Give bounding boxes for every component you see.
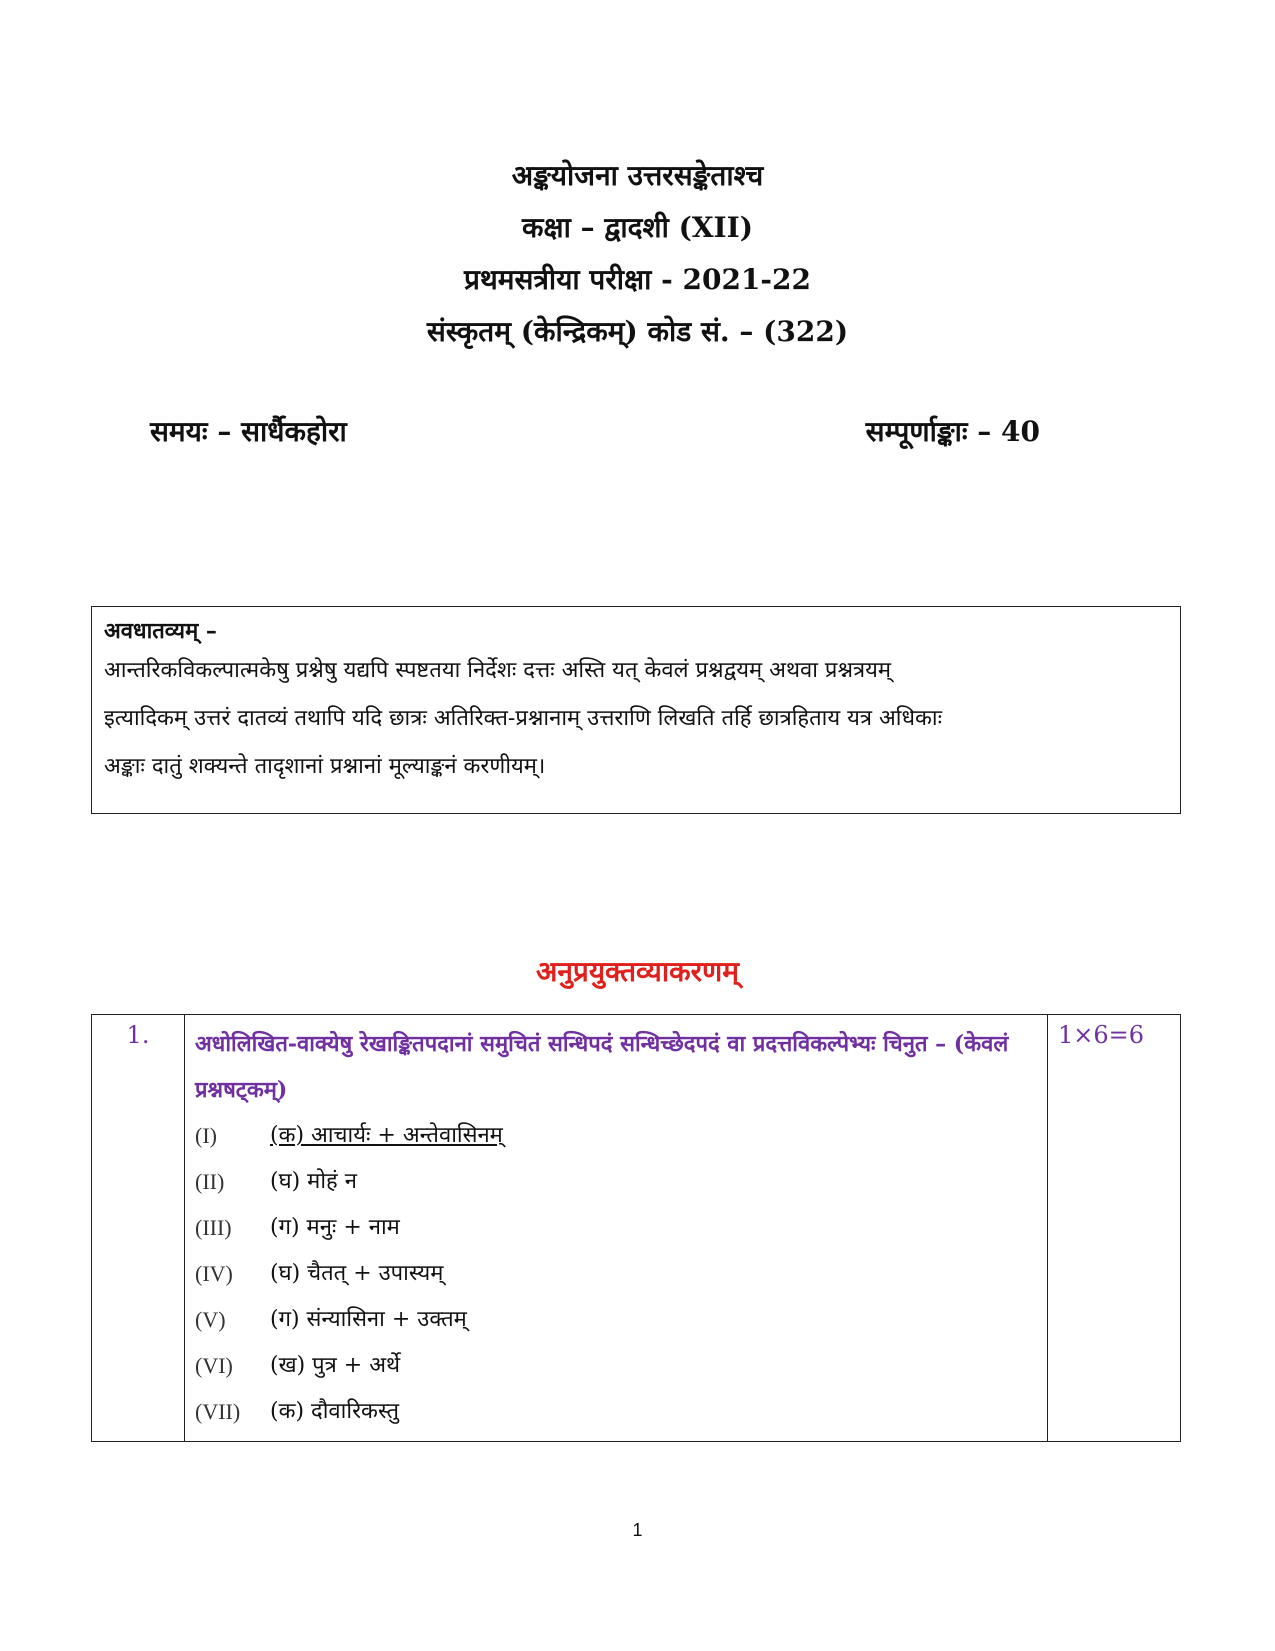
answer-roman: (III) bbox=[195, 1215, 232, 1240]
answer-item bbox=[195, 1159, 1037, 1205]
document-header bbox=[0, 150, 1275, 358]
answer-text: (ख) पुत्र + अर्थे bbox=[270, 1353, 401, 1378]
question-row bbox=[92, 1015, 1181, 1442]
answer-roman: (V) bbox=[195, 1307, 226, 1332]
answer-item bbox=[195, 1205, 1037, 1251]
answer-item bbox=[195, 1389, 1037, 1435]
question-table bbox=[91, 1014, 1181, 1442]
answer-text: (घ) मोहं न bbox=[270, 1169, 357, 1194]
note-line: आन्तरिकविकल्पात्मकेषु प्रश्नेषु यद्यपि स्पष्टतया निर्देशः दत्तः अस्ति यत् केवलं प्रश्नद्वयम् अथवा प्रश्नत्रयम् bbox=[104, 658, 892, 683]
answer-roman: (IV) bbox=[195, 1261, 233, 1286]
question-marks: 1×6=6 bbox=[1048, 1015, 1181, 1442]
answer-roman: (II) bbox=[195, 1169, 225, 1194]
note-line: अङ्काः दातुं शक्यन्ते तादृशानां प्रश्नानां मूल्याङ्कनं करणीयम्। bbox=[104, 754, 546, 779]
answer-text: (क) आचार्यः + अन्तेवासिनम् bbox=[270, 1123, 503, 1148]
answer-roman: (VI) bbox=[195, 1353, 233, 1378]
answer-item bbox=[195, 1113, 1037, 1159]
answer-item bbox=[195, 1343, 1037, 1389]
header-class: कक्षा – द्वादशी (XII) bbox=[521, 211, 753, 244]
page-number: 1 bbox=[632, 1520, 643, 1540]
answer-roman: (VII) bbox=[195, 1399, 241, 1424]
header-exam: प्रथमसत्रीया परीक्षा - 2021-22 bbox=[463, 263, 811, 296]
answer-item bbox=[195, 1297, 1037, 1343]
answer-text: (ग) मनुः + नाम bbox=[270, 1215, 400, 1240]
instruction-note-box bbox=[91, 606, 1181, 814]
header-subject-code: संस्कृतम् (केन्द्रिकम्) कोड सं. – (322) bbox=[426, 315, 849, 348]
time-label: समयः – सार्धैकहोरा bbox=[150, 415, 347, 448]
header-title: अङ्कयोजना उत्तरसङ्केताश्च bbox=[511, 159, 764, 192]
answer-roman: (I) bbox=[195, 1123, 217, 1148]
exam-meta-row bbox=[150, 412, 1040, 450]
section-heading: अनुप्रयुक्तव्याकरणम् bbox=[535, 955, 740, 988]
answer-item bbox=[195, 1251, 1037, 1297]
answer-text: (ग) संन्यासिना + उक्तम् bbox=[270, 1307, 467, 1332]
answer-text: (क) दौवारिकस्तु bbox=[270, 1399, 400, 1424]
question-number: 1. bbox=[92, 1015, 185, 1442]
question-body bbox=[185, 1015, 1048, 1442]
note-title: अवधातव्यम् – bbox=[104, 618, 217, 644]
question-text: अधोलिखित-वाक्येषु रेखाङ्कितपदानां समुचितं सन्धिपदं सन्धिच्छेदपदं वा प्रदत्तविकल्पेभ्यः चिनुत – (केवलं प्रश्नषट्कम्) bbox=[195, 1031, 1009, 1103]
answer-text: (घ) चैतत् + उपास्यम् bbox=[270, 1261, 444, 1286]
total-marks-label: सम्पूर्णाङ्काः – 40 bbox=[865, 415, 1040, 448]
note-line: इत्यादिकम् उत्तरं दातव्यं तथापि यदि छात्रः अतिरिक्त-प्रश्नानाम् उत्तराणि लिखति तर्हि छात्रहिताय यत्र अधिकाः bbox=[104, 706, 943, 731]
